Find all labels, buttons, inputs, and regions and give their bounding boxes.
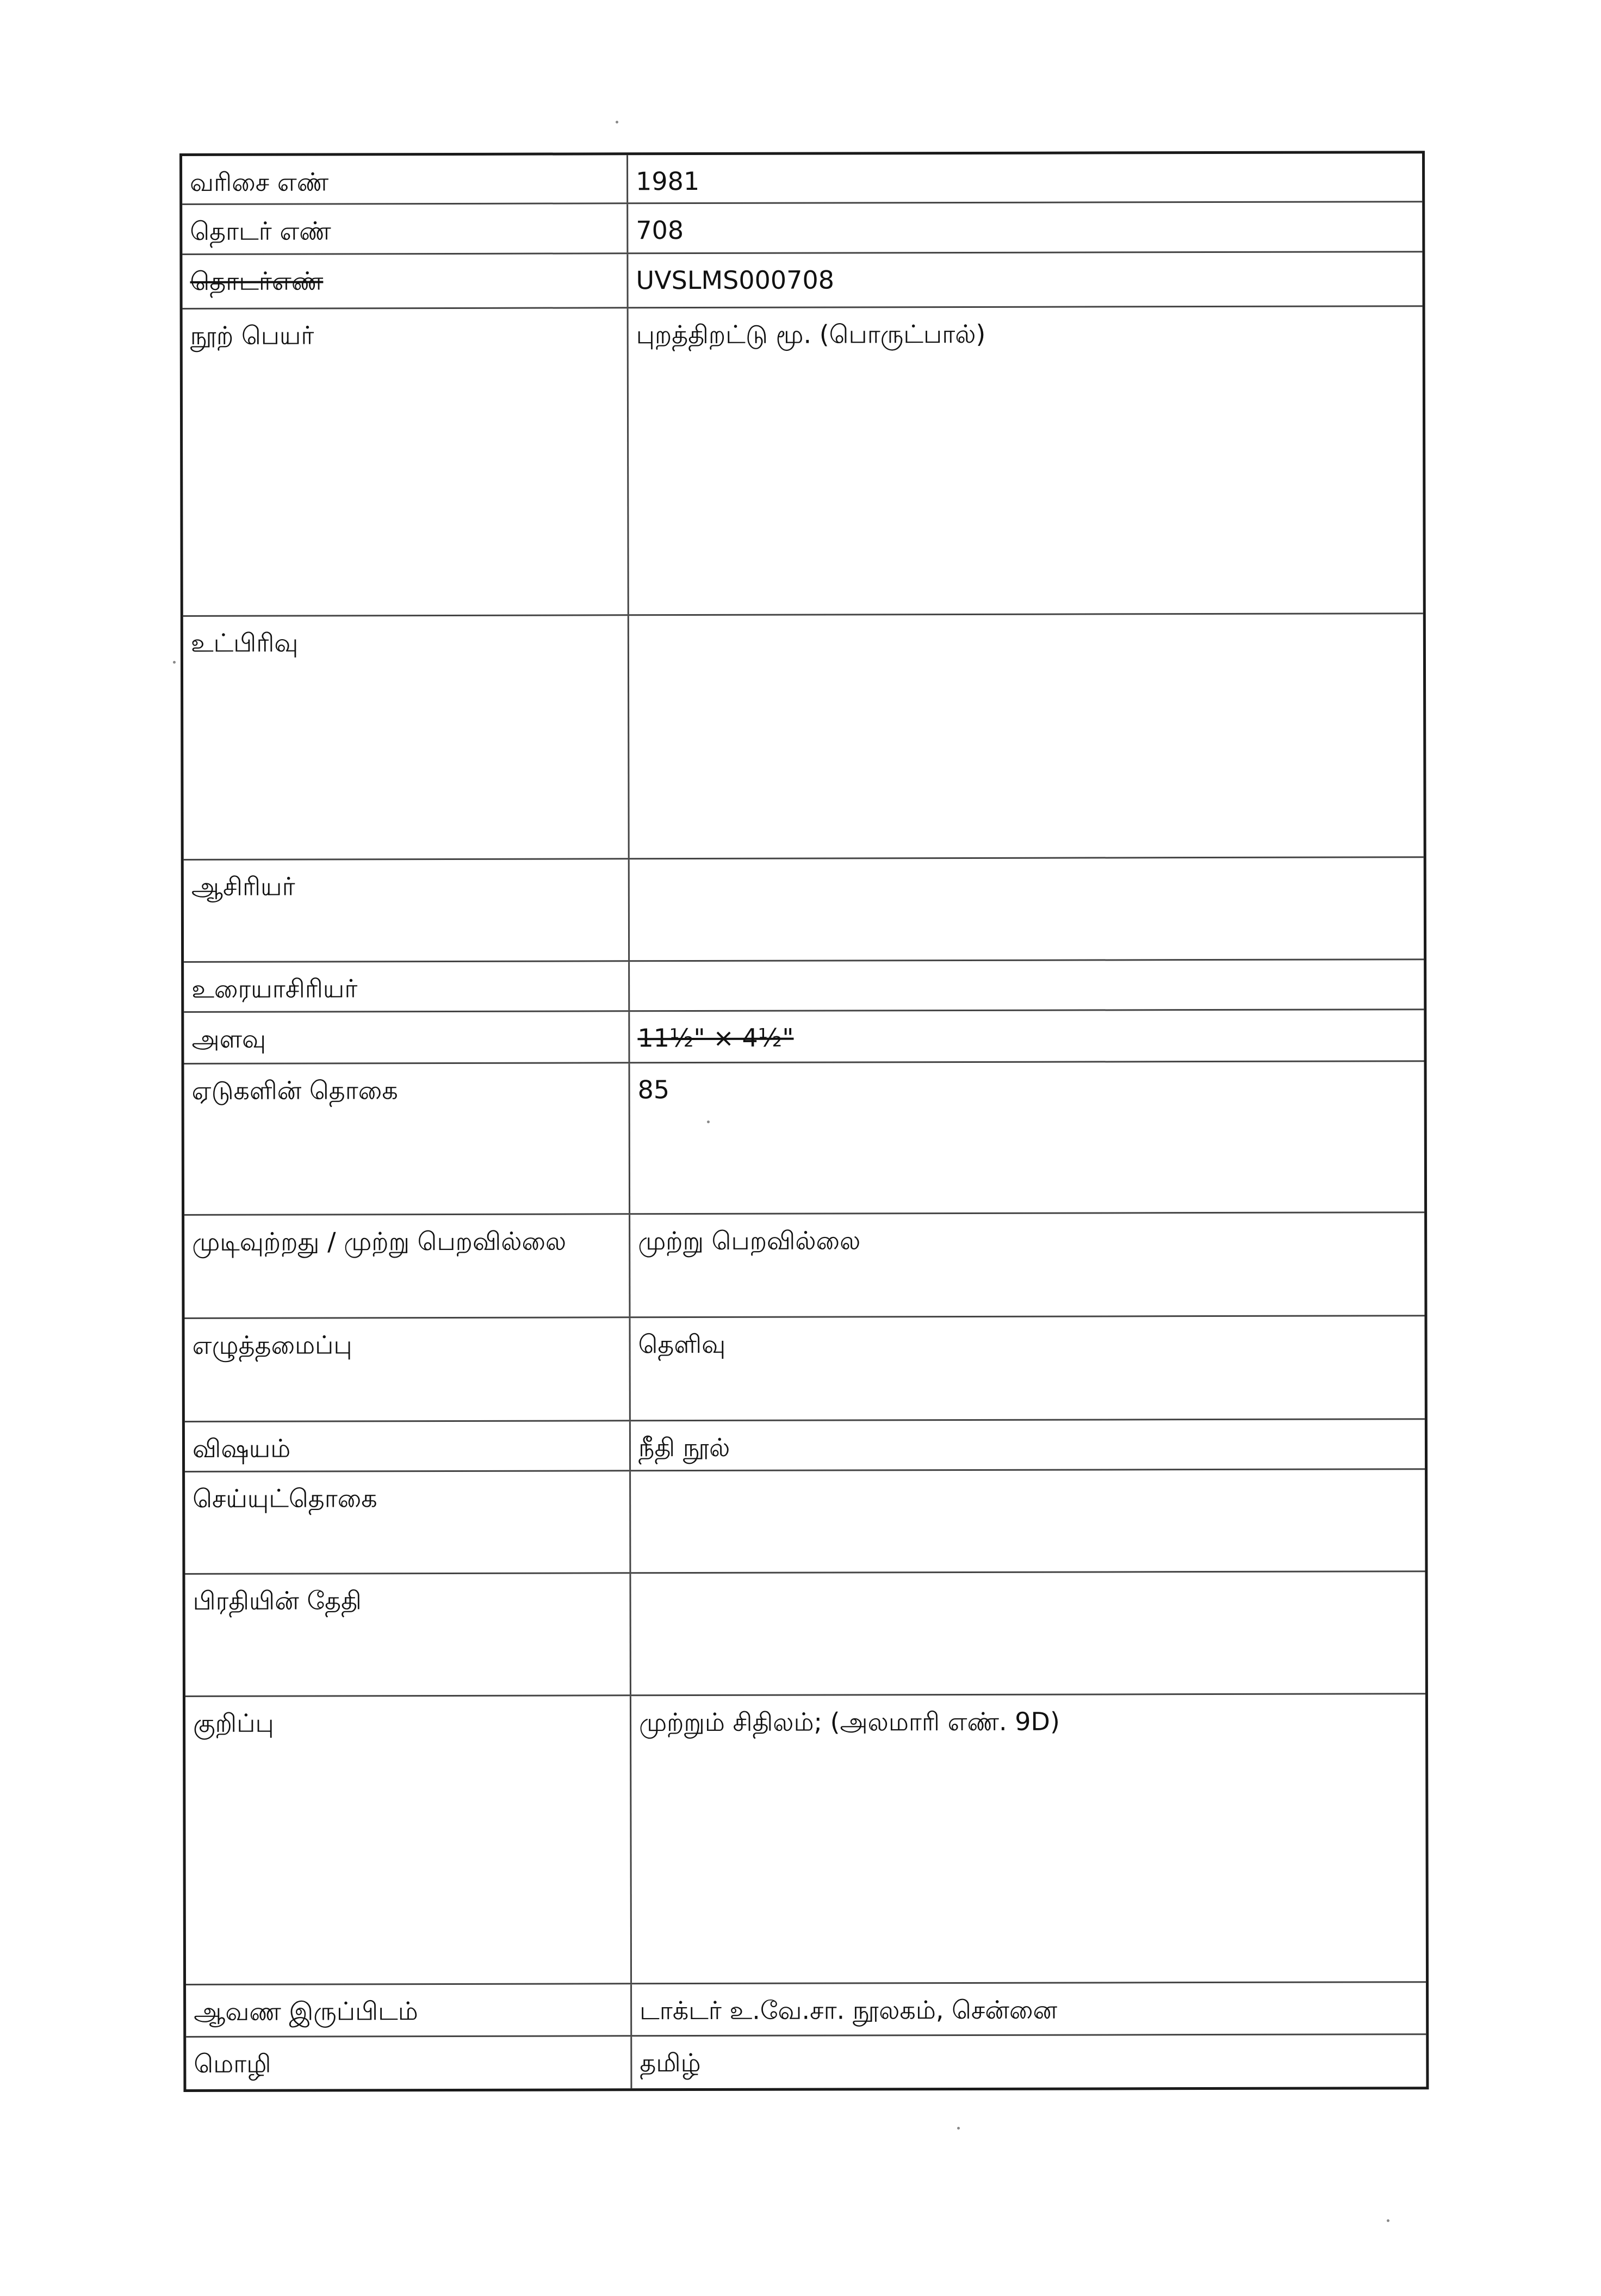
form-row-serial: [182, 153, 1422, 205]
scan-speck: [957, 2127, 960, 2130]
field-label-series: தொடர் எண்: [182, 204, 628, 253]
field-label-commentator: உரையாசிரியர்: [184, 962, 630, 1011]
field-value-commentator: [630, 960, 1424, 1010]
field-value-subject: நீதி நூல்: [638, 1432, 730, 1463]
field-value-completeness: முற்று பெறவில்லை: [638, 1226, 861, 1256]
field-label-script: எழுத்தமைப்பு: [184, 1318, 630, 1421]
scan-speck: [707, 1121, 710, 1123]
field-label-language: மொழி: [186, 2037, 632, 2089]
form-row-commentator: [184, 960, 1424, 1013]
field-label-location: ஆவண இருப்பிடம்: [186, 1984, 632, 2036]
field-label-copy_date: பிரதியின் தேதி: [185, 1574, 631, 1695]
field-value-subdivision: [629, 614, 1424, 858]
form-row-author: [184, 858, 1424, 963]
field-label-serial: வரிசை எண்: [182, 155, 628, 203]
field-value-size: 11½" × 4½": [637, 1023, 794, 1053]
field-label-code: தொடர்எண்: [182, 254, 628, 308]
field-value-language: தமிழ்: [640, 2048, 701, 2078]
form-row-language: [186, 2035, 1426, 2089]
field-value-location: டாக்டர் உ.வே.சா. நூலகம், சென்னை: [640, 1995, 1058, 2026]
form-row-subdivision: [183, 614, 1424, 861]
field-label-subject: விஷயம்: [185, 1421, 631, 1471]
field-value-verses: [631, 1470, 1425, 1572]
form-row-script: [184, 1316, 1424, 1422]
form-row-subject: [185, 1420, 1425, 1472]
field-value-copy_date: [631, 1572, 1425, 1694]
form-row-verses: [185, 1470, 1425, 1575]
form-row-completeness: [184, 1213, 1424, 1319]
field-label-verses: செய்யுட்தொகை: [185, 1471, 631, 1573]
field-value-series: 708: [636, 215, 684, 245]
field-value-script: தெளிவு: [638, 1329, 726, 1359]
form-rows: [182, 153, 1426, 2089]
field-value-leaves: 85: [637, 1075, 670, 1105]
field-label-subdivision: உட்பிரிவு: [183, 616, 630, 859]
form-row-location: [186, 1983, 1426, 2038]
field-label-title: நூற் பெயர்: [183, 308, 629, 615]
form-row-size: [184, 1010, 1424, 1065]
form-row-remarks: [185, 1694, 1426, 1985]
scan-speck: [1387, 2219, 1389, 2222]
field-value-code: UVSLMS000708: [636, 265, 834, 295]
scan-speck: [173, 661, 176, 664]
field-value-remarks: முற்றும் சிதிலம்; (அலமாரி எண். 9D): [638, 1706, 1060, 1737]
field-value-title: புறத்திறட்டு மூ. (பொருட்பால்): [636, 319, 986, 350]
field-value-serial: 1981: [636, 166, 700, 196]
field-label-author: ஆசிரியர்: [184, 859, 630, 961]
form-row-leaves: [184, 1062, 1425, 1216]
field-label-completeness: முடிவுற்றது / முற்று பெறவில்லை: [184, 1215, 630, 1317]
field-label-remarks: குறிப்பு: [185, 1696, 632, 1984]
field-label-size: அளவு: [184, 1012, 630, 1063]
form-row-title: [183, 307, 1423, 617]
scan-speck: [616, 121, 618, 123]
field-value-author: [630, 858, 1424, 960]
form-row-code: [182, 252, 1422, 310]
form-row-series: [182, 202, 1422, 255]
field-label-leaves: ஏடுகளின் தொகை: [184, 1063, 631, 1214]
metadata-form: [179, 151, 1429, 2092]
form-row-copy_date: [185, 1572, 1425, 1697]
